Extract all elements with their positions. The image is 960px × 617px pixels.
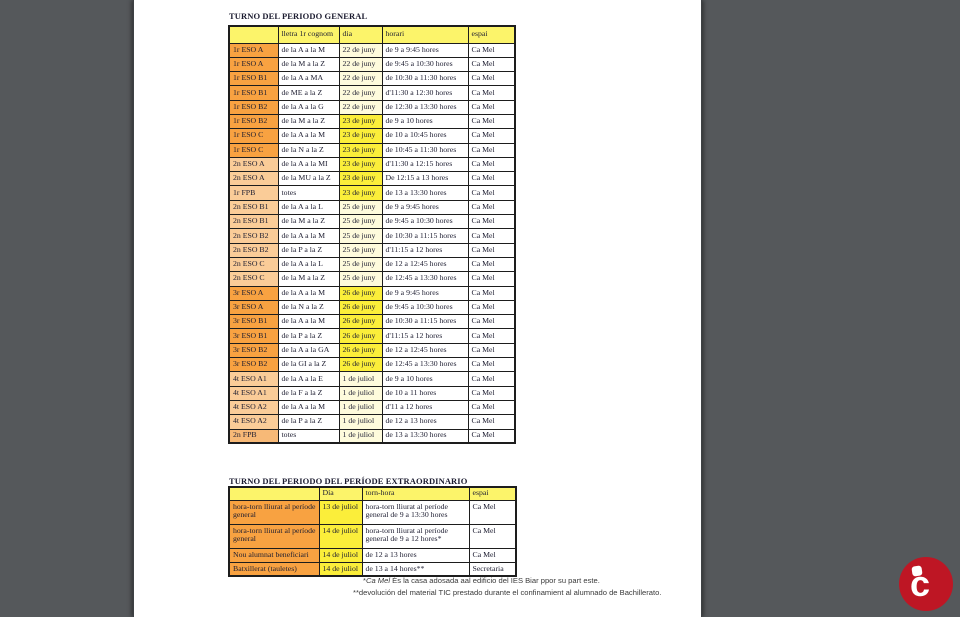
dia-cell: 23 de juny (339, 157, 382, 171)
group-cell: hora-torn lliurat al període general (229, 500, 319, 524)
espai-cell: Ca Mel (468, 415, 515, 429)
schedule-row (229, 243, 515, 257)
column-header: dia (339, 26, 382, 43)
torn-hora-cell: hora-torn lliurat al període general de 9 a 12 hores* (362, 524, 469, 548)
footnote-ca-mel (363, 576, 600, 585)
lletra-cell: de la A a la GA (278, 343, 339, 357)
dia-cell: 25 de juny (339, 229, 382, 243)
espai-cell: Ca Mel (468, 114, 515, 128)
lletra-cell: de la A a la M (278, 315, 339, 329)
horari-cell: de 13 a 13:30 hores (382, 429, 468, 443)
group-cell: 1r ESO B1 (229, 86, 278, 100)
espai-cell: Ca Mel (468, 229, 515, 243)
dia-cell: 22 de juny (339, 100, 382, 114)
horari-cell: d'11 a 12 hores (382, 400, 468, 414)
group-cell: 4t ESO A1 (229, 386, 278, 400)
dia-cell: 23 de juny (339, 114, 382, 128)
column-header: Día (319, 487, 362, 500)
schedule-row (229, 315, 515, 329)
column-header (229, 26, 278, 43)
espai-cell: Ca Mel (468, 143, 515, 157)
dia-cell: 26 de juny (339, 300, 382, 314)
group-cell: 2n FPB (229, 429, 278, 443)
dia-cell: 1 de juliol (339, 415, 382, 429)
extraordinary-period-table (228, 486, 517, 577)
horari-cell: de 10 a 11 hores (382, 386, 468, 400)
dia-cell: 14 de juliol (319, 524, 362, 548)
dia-cell: 1 de juliol (339, 386, 382, 400)
lletra-cell: de la A a la E (278, 372, 339, 386)
column-header: espai (469, 487, 516, 500)
footnote-ca-mel-text: És la casa adosada aal edificio del IES Biar ppor su part este. (390, 576, 600, 585)
group-cell: 3r ESO B1 (229, 315, 278, 329)
espai-cell: Ca Mel (469, 524, 516, 548)
lletra-cell: de la A a MA (278, 72, 339, 86)
lletra-cell: de la A a la L (278, 257, 339, 271)
torn-hora-cell: de 13 a 14 hores** (362, 562, 469, 576)
espai-cell: Ca Mel (468, 372, 515, 386)
dia-cell: 22 de juny (339, 57, 382, 71)
lletra-cell: totes (278, 186, 339, 200)
general-period-title: TURNO DEL PERIODO GENERAL (229, 11, 368, 21)
dia-cell: 1 de juliol (339, 429, 382, 443)
lletra-cell: de la P a la Z (278, 415, 339, 429)
espai-cell: Ca Mel (468, 257, 515, 271)
group-cell: 3r ESO B2 (229, 358, 278, 372)
espai-cell: Ca Mel (468, 200, 515, 214)
group-cell: 1r ESO B2 (229, 114, 278, 128)
horari-cell: de 12 a 13 hores (382, 415, 468, 429)
group-cell: 2n ESO B1 (229, 215, 278, 229)
dia-cell: 22 de juny (339, 72, 382, 86)
group-cell: 2n ESO C (229, 257, 278, 271)
horari-cell: de 10:30 a 11:15 hores (382, 229, 468, 243)
lletra-cell: de la N a la Z (278, 143, 339, 157)
dia-cell: 26 de juny (339, 315, 382, 329)
group-cell: 3r ESO A (229, 300, 278, 314)
schedule-row (229, 86, 515, 100)
horari-cell: de 9 a 10 hores (382, 372, 468, 386)
schedule-row (229, 286, 515, 300)
horari-cell: de 9 a 10 hores (382, 114, 468, 128)
group-cell: 2n ESO A (229, 157, 278, 171)
group-cell: 2n ESO B2 (229, 229, 278, 243)
group-cell: 1r ESO A (229, 43, 278, 57)
lletra-cell: de la MU a la Z (278, 172, 339, 186)
schedule-row (229, 157, 515, 171)
horari-cell: de 13 a 13:30 hores (382, 186, 468, 200)
dia-cell: 26 de juny (339, 286, 382, 300)
dia-cell: 23 de juny (339, 186, 382, 200)
espai-cell: Ca Mel (468, 343, 515, 357)
group-cell: 1r ESO A (229, 57, 278, 71)
dia-cell: 14 de juliol (319, 562, 362, 576)
group-cell: 2n ESO B2 (229, 243, 278, 257)
dia-cell: 25 de juny (339, 272, 382, 286)
dia-cell: 23 de juny (339, 129, 382, 143)
dia-cell: 26 de juny (339, 329, 382, 343)
espai-cell: Ca Mel (468, 57, 515, 71)
lletra-cell: de la A a la M (278, 229, 339, 243)
group-cell: 4t ESO A2 (229, 415, 278, 429)
schedule-row (229, 415, 515, 429)
espai-cell: Ca Mel (468, 72, 515, 86)
lletra-cell: de la M a la Z (278, 215, 339, 229)
horari-cell: de 9 a 9:45 hores (382, 43, 468, 57)
horari-cell: de 9:45 a 10:30 hores (382, 300, 468, 314)
footnote-asterisk: * (363, 576, 366, 585)
intercomarcal-logo (899, 557, 953, 611)
schedule-row (229, 100, 515, 114)
lletra-cell: de la A a la M (278, 400, 339, 414)
schedule-row (229, 57, 515, 71)
dia-cell: 14 de juliol (319, 548, 362, 562)
lletra-cell: de la M a la Z (278, 114, 339, 128)
espai-cell: Ca Mel (468, 186, 515, 200)
lletra-cell: de la A a la M (278, 286, 339, 300)
dia-cell: 23 de juny (339, 172, 382, 186)
group-cell: 1r ESO B2 (229, 100, 278, 114)
schedule-row (229, 562, 516, 576)
schedule-row (229, 329, 515, 343)
group-cell: 3r ESO A (229, 286, 278, 300)
torn-hora-cell: de 12 a 13 hores (362, 548, 469, 562)
group-cell: 1r ESO C (229, 129, 278, 143)
general-period-table (228, 25, 516, 444)
horari-cell: de 12:30 a 13:30 hores (382, 100, 468, 114)
dia-cell: 23 de juny (339, 143, 382, 157)
column-header: horari (382, 26, 468, 43)
group-cell: 4t ESO A2 (229, 400, 278, 414)
dia-cell: 25 de juny (339, 200, 382, 214)
column-header: torn-hora (362, 487, 469, 500)
horari-cell: d'11:30 a 12:15 hores (382, 157, 468, 171)
horari-cell: d'11:30 a 12:30 hores (382, 86, 468, 100)
extraordinary-period-title: TURNO DEL PERIODO DEL PERÍODE EXTRAORDINARIO (229, 476, 468, 486)
espai-cell: Ca Mel (468, 329, 515, 343)
espai-cell: Ca Mel (468, 172, 515, 186)
lletra-cell: de la A a la M (278, 43, 339, 57)
schedule-row (229, 257, 515, 271)
espai-cell: Ca Mel (468, 286, 515, 300)
horari-cell: de 12 a 12:45 hores (382, 343, 468, 357)
horari-cell: de 9 a 9:45 hores (382, 286, 468, 300)
dia-cell: 22 de juny (339, 43, 382, 57)
schedule-row (229, 200, 515, 214)
espai-cell: Ca Mel (468, 400, 515, 414)
schedule-row (229, 172, 515, 186)
horari-cell: de 10:30 a 11:15 hores (382, 315, 468, 329)
group-cell: 1r FPB (229, 186, 278, 200)
group-cell: 2n ESO C (229, 272, 278, 286)
column-header: lletra 1r cognom (278, 26, 339, 43)
logo-c-letter: c (910, 563, 931, 604)
horari-cell: d'11:15 a 12 hores (382, 243, 468, 257)
lletra-cell: de la M a la Z (278, 272, 339, 286)
table-header-row (229, 487, 516, 500)
dia-cell: 25 de juny (339, 257, 382, 271)
dia-cell: 25 de juny (339, 243, 382, 257)
schedule-row (229, 215, 515, 229)
horari-cell: de 10:45 a 11:30 hores (382, 143, 468, 157)
schedule-row (229, 429, 515, 443)
table-header-row (229, 26, 515, 43)
schedule-row (229, 500, 516, 524)
espai-cell: Ca Mel (469, 500, 516, 524)
dia-cell: 22 de juny (339, 86, 382, 100)
lletra-cell: de la F a la Z (278, 386, 339, 400)
lletra-cell: de la A a la G (278, 100, 339, 114)
schedule-row (229, 548, 516, 562)
schedule-row (229, 358, 515, 372)
espai-cell: Ca Mel (468, 215, 515, 229)
group-cell: 2n ESO B1 (229, 200, 278, 214)
dia-cell: 26 de juny (339, 343, 382, 357)
espai-cell: Ca Mel (468, 272, 515, 286)
footnote-devolucion: **devolución del material TIC prestado durante el confinamient al alumnado de Bachillerato. (353, 588, 662, 597)
lletra-cell: totes (278, 429, 339, 443)
horari-cell: de 9:45 a 10:30 hores (382, 215, 468, 229)
column-header: espai (468, 26, 515, 43)
espai-cell: Ca Mel (468, 129, 515, 143)
schedule-row (229, 272, 515, 286)
lletra-cell: de la P a la Z (278, 243, 339, 257)
lletra-cell: de la N a la Z (278, 300, 339, 314)
espai-cell: Ca Mel (469, 548, 516, 562)
group-cell: 1r ESO C (229, 143, 278, 157)
schedule-row (229, 524, 516, 548)
espai-cell: Secretaria (469, 562, 516, 576)
group-cell: 2n ESO A (229, 172, 278, 186)
horari-cell: De 12:15 a 13 hores (382, 172, 468, 186)
espai-cell: Ca Mel (468, 429, 515, 443)
schedule-row (229, 72, 515, 86)
horari-cell: d'11:15 a 12 hores (382, 329, 468, 343)
horari-cell: de 12 a 12:45 hores (382, 257, 468, 271)
group-cell: hora-torn lliurat al període general (229, 524, 319, 548)
dia-cell: 13 de juliol (319, 500, 362, 524)
schedule-row (229, 143, 515, 157)
lletra-cell: de ME a la Z (278, 86, 339, 100)
schedule-row (229, 186, 515, 200)
schedule-row (229, 343, 515, 357)
schedule-row (229, 43, 515, 57)
horari-cell: de 10:30 a 11:30 hores (382, 72, 468, 86)
dia-cell: 1 de juliol (339, 372, 382, 386)
schedule-row (229, 114, 515, 128)
group-cell: 1r ESO B1 (229, 72, 278, 86)
espai-cell: Ca Mel (468, 86, 515, 100)
group-cell: Nou alumnat beneficiari (229, 548, 319, 562)
horari-cell: de 9:45 a 10:30 hores (382, 57, 468, 71)
lletra-cell: de la GI a la Z (278, 358, 339, 372)
lletra-cell: de la M a la Z (278, 57, 339, 71)
espai-cell: Ca Mel (468, 100, 515, 114)
lletra-cell: de la A a la MI (278, 157, 339, 171)
dia-cell: 26 de juny (339, 358, 382, 372)
espai-cell: Ca Mel (468, 157, 515, 171)
lletra-cell: de la A a la L (278, 200, 339, 214)
group-cell: 3r ESO B2 (229, 343, 278, 357)
horari-cell: de 12:45 a 13:30 hores (382, 358, 468, 372)
espai-cell: Ca Mel (468, 243, 515, 257)
schedule-row (229, 386, 515, 400)
espai-cell: Ca Mel (468, 300, 515, 314)
torn-hora-cell: hora-torn lliurat al període general de 9 a 13:30 hores (362, 500, 469, 524)
footnote-ca-mel-italic: Ca Mel (365, 576, 391, 585)
group-cell: 3r ESO B1 (229, 329, 278, 343)
group-cell: Batxillerat (tauletes) (229, 562, 319, 576)
espai-cell: Ca Mel (468, 358, 515, 372)
espai-cell: Ca Mel (468, 43, 515, 57)
document-page (133, 0, 702, 617)
lletra-cell: de la P a la Z (278, 329, 339, 343)
schedule-row (229, 300, 515, 314)
horari-cell: de 9 a 9:45 hores (382, 200, 468, 214)
espai-cell: Ca Mel (468, 315, 515, 329)
horari-cell: de 12:45 a 13:30 hores (382, 272, 468, 286)
schedule-row (229, 400, 515, 414)
schedule-row (229, 129, 515, 143)
schedule-row (229, 372, 515, 386)
dia-cell: 1 de juliol (339, 400, 382, 414)
dia-cell: 25 de juny (339, 215, 382, 229)
horari-cell: de 10 a 10:45 hores (382, 129, 468, 143)
espai-cell: Ca Mel (468, 386, 515, 400)
column-header (229, 487, 319, 500)
schedule-row (229, 229, 515, 243)
group-cell: 4t ESO A1 (229, 372, 278, 386)
lletra-cell: de la A a la M (278, 129, 339, 143)
